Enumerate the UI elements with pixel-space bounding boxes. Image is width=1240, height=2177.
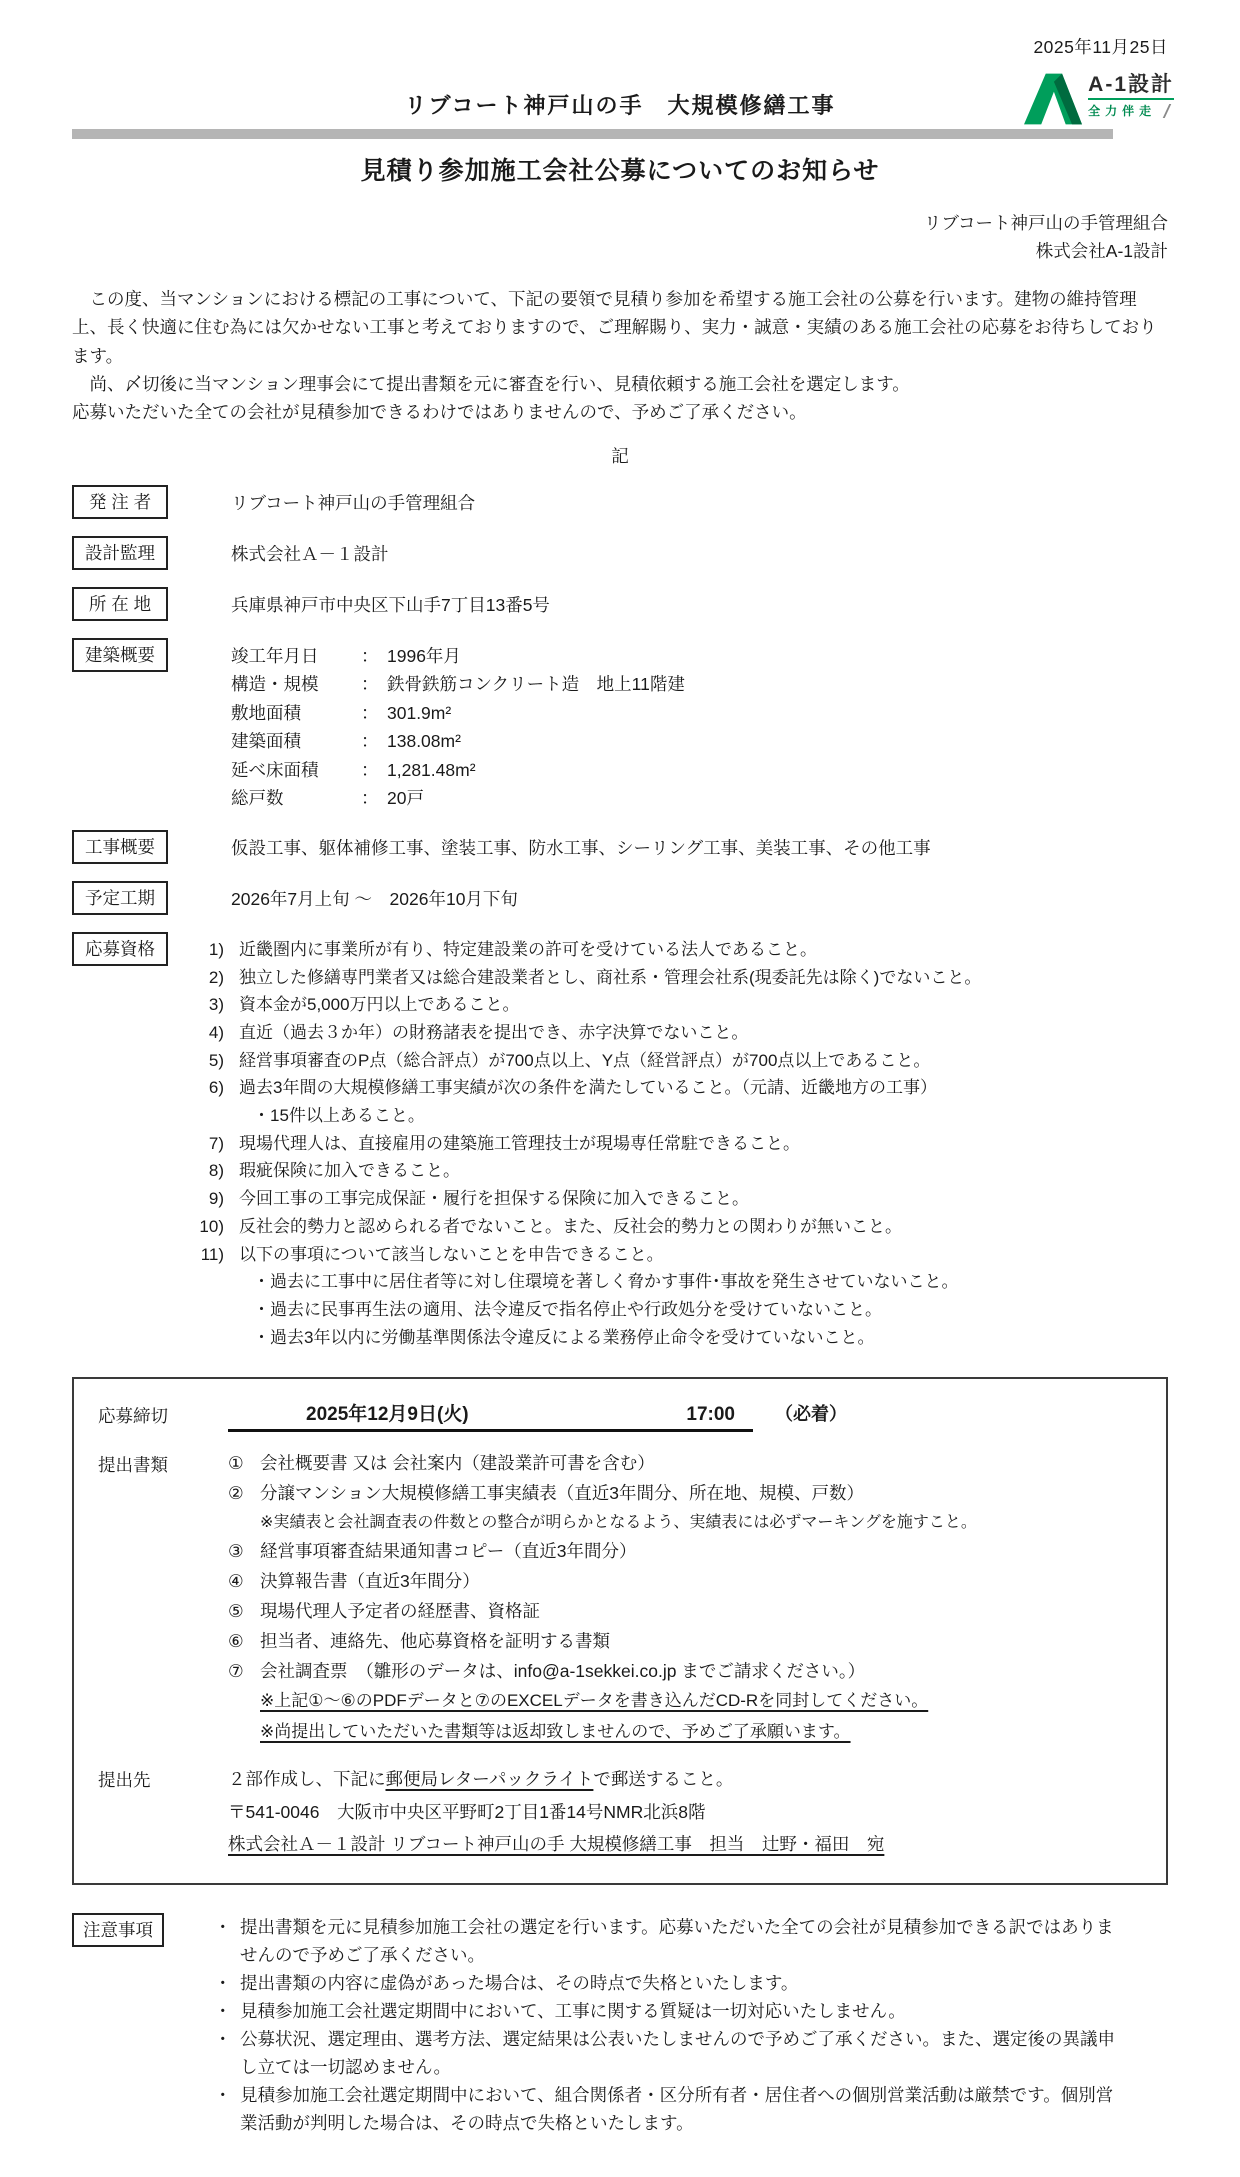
qualification-item: [182, 1157, 1168, 1185]
qualification-number: 1): [208, 939, 224, 959]
field-orderer: [72, 485, 1168, 519]
underlined-note-text: ※尚提出していただいた書類等は返却致しませんので、予めご了承願います。: [260, 1721, 851, 1741]
submission-box: [72, 1377, 1168, 1884]
field-value-designer: 株式会社Ａ－１設計: [231, 543, 389, 564]
document-item-text: 決算報告書（直近3年間分）: [260, 1570, 480, 1591]
qualification-text: 直近（過去３か年）の財務諸表を提出でき、赤字決算でないこと。: [239, 1022, 749, 1042]
bullet-icon: ・: [214, 1916, 232, 1937]
qualification-item: [182, 1185, 1168, 1213]
bullet-icon: ・: [214, 2028, 232, 2049]
document-item: [228, 1626, 1142, 1656]
qualification-number: 9): [208, 1189, 224, 1209]
intro-paragraphs: [72, 285, 1168, 427]
qualification-item: [182, 936, 1168, 964]
note-text: 提出書類の内容に虚偽があった場合は、その時点で失格といたします。: [240, 1972, 799, 1993]
note-item: [210, 1997, 1168, 2025]
header-divider-bar: [72, 129, 1113, 139]
notes-section: [72, 1913, 1168, 2137]
document-item-number: ⑦: [228, 1661, 244, 1682]
building-value: 1,281.48m²: [387, 759, 476, 780]
qualification-number: 5): [208, 1050, 224, 1070]
qualification-number: 11): [200, 1244, 224, 1264]
bullet-icon: ・: [214, 2084, 232, 2105]
company-logo: [1024, 73, 1174, 130]
destination-line-2: 〒541-0046 大阪市中央区平野町2丁目1番14号NMR北浜8階: [228, 1801, 706, 1822]
sender-line-1: リブコート神戸山の手管理組合: [923, 213, 1168, 233]
document-item-number: ④: [228, 1570, 244, 1591]
qualification-number: 6): [208, 1078, 224, 1098]
qualification-text: 経営事項審査のP点（総合評点）が700点以上、Y点（経営評点）が700点以上であること。: [239, 1050, 931, 1070]
building-row-site-area: [231, 699, 685, 728]
field-period: [72, 881, 1168, 915]
notes-label: 注意事項: [72, 1913, 164, 1947]
underlined-note-text: ※上記①～⑥のPDFデータと⑦のEXCELデータを書き込んだCD-Rを同封してください。: [260, 1691, 929, 1711]
building-value: 1996年月: [387, 645, 461, 666]
document-item-note: ※実績表と会社調査表の件数との整合が明らかとなるよう、実績表には必ずマーキングを施すこと。: [260, 1513, 977, 1531]
document-item: [228, 1536, 1142, 1566]
building-key: 建築面積: [231, 731, 301, 752]
a1-logo-icon: [1024, 73, 1082, 130]
qualification-text: 独立した修繕専門業者又は総合建設業者とし、商社系・管理会社系(現委託先は除く)でないこと。: [239, 967, 982, 987]
deadline-content: [228, 1399, 1142, 1432]
documents-label: 提出書類: [98, 1455, 168, 1476]
building-key: 延べ床面積: [231, 759, 319, 780]
deadline-date: 2025年12月9日(火): [306, 1404, 469, 1426]
qualification-text: 過去3年間の大規模修繕工事実績が次の条件を満たしていること。（元請、近畿地方の工事）: [239, 1078, 937, 1098]
colon: ：: [361, 731, 379, 752]
documents-underlined-note-2: [228, 1717, 1142, 1748]
document-item-number: ①: [228, 1453, 244, 1474]
qualification-subtext: ・15件以上あること。: [253, 1106, 425, 1126]
qualification-subitem: [182, 1268, 1168, 1296]
building-key: 構造・規模: [231, 674, 319, 695]
building-row-building-area: [231, 727, 685, 756]
document-date: 2025年11月25日: [1033, 37, 1168, 57]
building-value: 20戸: [387, 788, 424, 809]
field-label-location: 所 在 地: [72, 587, 168, 621]
note-text: 見積参加施工会社選定期間中において、工事に関する質疑は一切対応いたしません。: [240, 2000, 906, 2021]
qualification-number: 7): [208, 1133, 224, 1153]
document-title: リブコート神戸山の手 大規模修繕工事: [404, 93, 836, 118]
qualification-text: 現場代理人は、直接雇用の建築施工管理技士が現場専任常駐できること。: [239, 1133, 800, 1153]
field-label-building: 建築概要: [72, 638, 168, 672]
document-item-number: ⑥: [228, 1631, 244, 1652]
deadline-time: 17:00: [686, 1404, 735, 1426]
qualification-text: 以下の事項について該当しないことを申告できること。: [239, 1244, 664, 1264]
destination-line1-pre: ２部作成し、下記に: [228, 1769, 386, 1790]
field-label-works: 工事概要: [72, 830, 168, 864]
qualification-subtext: ・過去3年以内に労働基準関係法令違反による業務停止命令を受けていないこと。: [253, 1327, 875, 1347]
qualification-number-empty: [182, 1324, 224, 1352]
note-item: [210, 1913, 1168, 1969]
document-item: [228, 1448, 1142, 1478]
building-row-units: [231, 784, 685, 813]
qualification-list: [182, 932, 1168, 1352]
qualification-item: [182, 1047, 1168, 1075]
field-label-period: 予定工期: [72, 881, 168, 915]
qualification-number: 4): [208, 1022, 224, 1042]
field-value-period: 2026年7月上旬 ～ 2026年10月下旬: [231, 888, 518, 909]
intro-paragraph-2: 尚、〆切後に当マンション理事会にて提出書類を元に審査を行い、見積依頼する施工会社を選定します。: [72, 374, 910, 395]
field-designer: [72, 536, 1168, 570]
field-value-location: 兵庫県神戸市中央区下山手7丁目13番5号: [231, 594, 550, 615]
document-header: [72, 73, 1174, 187]
note-item: [210, 2081, 1168, 2137]
field-building-overview: [72, 638, 1168, 813]
note-text: 提出書類を元に見積参加施工会社の選定を行います。応募いただいた全ての会社が見積参加できる訳ではありませんので予めご了承ください。: [240, 1916, 1114, 1965]
record-mark: 記: [611, 445, 629, 466]
qualification-item: [182, 1241, 1168, 1269]
note-item: [210, 2025, 1168, 2081]
deadline-underline: [228, 1399, 753, 1432]
building-detail-table: [231, 638, 685, 813]
building-value: 鉄骨鉄筋コンクリート造 地上11階建: [387, 674, 685, 695]
building-row-completion: [231, 642, 685, 671]
qualification-text: 反社会的勢力と認められる者でないこと。また、反社会的勢力との関わりが無いこと。: [239, 1216, 902, 1236]
destination-line-1: [228, 1763, 1142, 1795]
qualification-item: [182, 991, 1168, 1019]
colon: ：: [361, 674, 379, 695]
destination-line1-underlined: 郵便局レターパックライト: [385, 1769, 594, 1790]
qualification-text: 瑕疵保険に加入できること。: [239, 1161, 460, 1181]
intro-paragraph-1: この度、当マンションにおける標記の工事について、下記の要領で見積り参加を希望する施工会社の公募を行います。建物の維持管理上、長く快適に住む為には欠かせない工事と考えておりますので、ご理解賜り、実力・誠意・実績のある施工会社の応募をお待ちしております。: [72, 289, 1157, 366]
qualification-item: [182, 1019, 1168, 1047]
field-label-designer: 設計監理: [72, 536, 168, 570]
sender-line-2: 株式会社A-1設計: [1035, 241, 1168, 261]
colon: ：: [361, 759, 379, 780]
qualification-item: [182, 964, 1168, 992]
qualification-subitem: [182, 1296, 1168, 1324]
field-location: [72, 587, 1168, 621]
deadline-note: （必着）: [775, 1404, 847, 1425]
destination-line-3: [228, 1828, 1142, 1860]
document-item-number: ⑤: [228, 1600, 244, 1621]
bullet-icon: ・: [214, 1972, 232, 1993]
logo-company-name: A-1設計: [1088, 73, 1174, 96]
document-item-text: 担当者、連絡先、他応募資格を証明する書類: [260, 1631, 610, 1652]
document-item: [228, 1478, 1142, 1508]
colon: ：: [361, 645, 379, 666]
document-item-text: 経営事項審査結果通知書コピー（直近3年間分）: [260, 1540, 637, 1561]
qualification-number: 8): [208, 1161, 224, 1181]
destination-row: [98, 1763, 1142, 1860]
note-text: 公募状況、選定理由、選考方法、選定結果は公表いたしませんので予めご了承ください。また、選定後の異議申し立ては一切認めません。: [240, 2028, 1115, 2077]
building-key: 敷地面積: [231, 702, 301, 723]
qualification-number: 10): [199, 1216, 224, 1236]
notes-list: [210, 1913, 1168, 2137]
document-item-number: ②: [228, 1483, 244, 1504]
documents-list: [228, 1448, 1142, 1747]
note-item: [210, 1969, 1168, 1997]
field-label-orderer: 発 注 者: [72, 485, 168, 519]
colon: ：: [361, 788, 379, 809]
building-value: 138.08m²: [387, 731, 461, 752]
documents-row: [98, 1448, 1142, 1747]
bullet-icon: ・: [214, 2000, 232, 2021]
destination-content: [228, 1763, 1142, 1860]
qualification-text: 資本金が5,000万円以上であること。: [239, 995, 520, 1015]
qualification-number-empty: [182, 1268, 224, 1296]
document-item-text: 会社調査票 （雛形のデータは、info@a-1sekkei.co.jp までご請求ください。）: [260, 1661, 866, 1682]
logo-tagline: 全力伴走: [1088, 104, 1157, 119]
field-works: [72, 830, 1168, 864]
qualification-number-empty: [182, 1296, 224, 1324]
logo-slash-decoration: [1155, 104, 1172, 118]
building-key: 総戸数: [231, 788, 284, 809]
qualification-item: [182, 1213, 1168, 1241]
colon: ：: [361, 702, 379, 723]
destination-line1-post: で郵送すること。: [593, 1769, 734, 1790]
destination-label: 提出先: [98, 1770, 151, 1791]
document-item-text: 現場代理人予定者の経歴書、資格証: [260, 1600, 540, 1621]
field-qualifications: [72, 932, 1168, 1352]
document-item-text: 分譲マンション大規模修繕工事実績表（直近3年間分、所在地、規模、戸数）: [260, 1483, 864, 1504]
note-text: 見積参加施工会社選定期間中において、組合関係者・区分所有者・居住者への個別営業活動は厳禁です。個別営業活動が判明した場合は、その時点で失格といたします。: [240, 2084, 1114, 2133]
document-item: [228, 1596, 1142, 1626]
document-item-number: ③: [228, 1540, 244, 1561]
qualification-subitem: [182, 1324, 1168, 1352]
sender-block: [72, 209, 1168, 265]
document-item: [228, 1656, 1142, 1686]
logo-text-block: [1088, 73, 1174, 119]
qualification-text: 近畿圏内に事業所が有り、特定建設業の許可を受けている法人であること。: [239, 939, 817, 959]
building-key: 竣工年月日: [231, 645, 319, 666]
qualification-number-empty: [182, 1102, 224, 1130]
intro-paragraph-3: 応募いただいた全ての会社が見積参加できるわけではありませんので、予めご了承ください。: [72, 402, 807, 423]
qualification-subitem: [182, 1102, 1168, 1130]
qualification-item: [182, 1130, 1168, 1158]
building-value: 301.9m²: [387, 702, 452, 723]
qualification-number: 2): [208, 967, 224, 987]
document-item: [228, 1566, 1142, 1596]
qualification-subtext: ・過去に民事再生法の適用、法令違反で指名停止や行政処分を受けていないこと。: [253, 1299, 882, 1319]
documents-underlined-note-1: [228, 1686, 1142, 1717]
destination-line3-underlined: 株式会社Ａ－１設計 リブコート神戸山の手 大規模修繕工事 担当 辻野・福田 宛: [228, 1834, 885, 1855]
qualification-item: [182, 1074, 1168, 1102]
field-value-orderer: リブコート神戸山の手管理組合: [231, 492, 476, 513]
document-item-text: 会社概要書 又は 会社案内（建設業許可書を含む）: [260, 1453, 655, 1474]
deadline-row: [98, 1399, 1142, 1432]
qualification-text: 今回工事の工事完成保証・履行を担保する保険に加入できること。: [239, 1189, 749, 1209]
qualification-number: 3): [208, 995, 224, 1015]
document-subtitle: 見積り参加施工会社公募についてのお知らせ: [360, 157, 880, 185]
field-label-qualifications: 応募資格: [72, 932, 168, 966]
building-row-floor-area: [231, 756, 685, 785]
field-value-works: 仮設工事、躯体補修工事、塗装工事、防水工事、シーリング工事、美装工事、その他工事: [231, 837, 931, 858]
building-row-structure: [231, 670, 685, 699]
qualification-subtext: ・過去に工事中に居住者等に対し住環境を著しく脅かす事件･事故を発生させていないこと。: [253, 1272, 959, 1292]
deadline-label: 応募締切: [98, 1406, 168, 1427]
